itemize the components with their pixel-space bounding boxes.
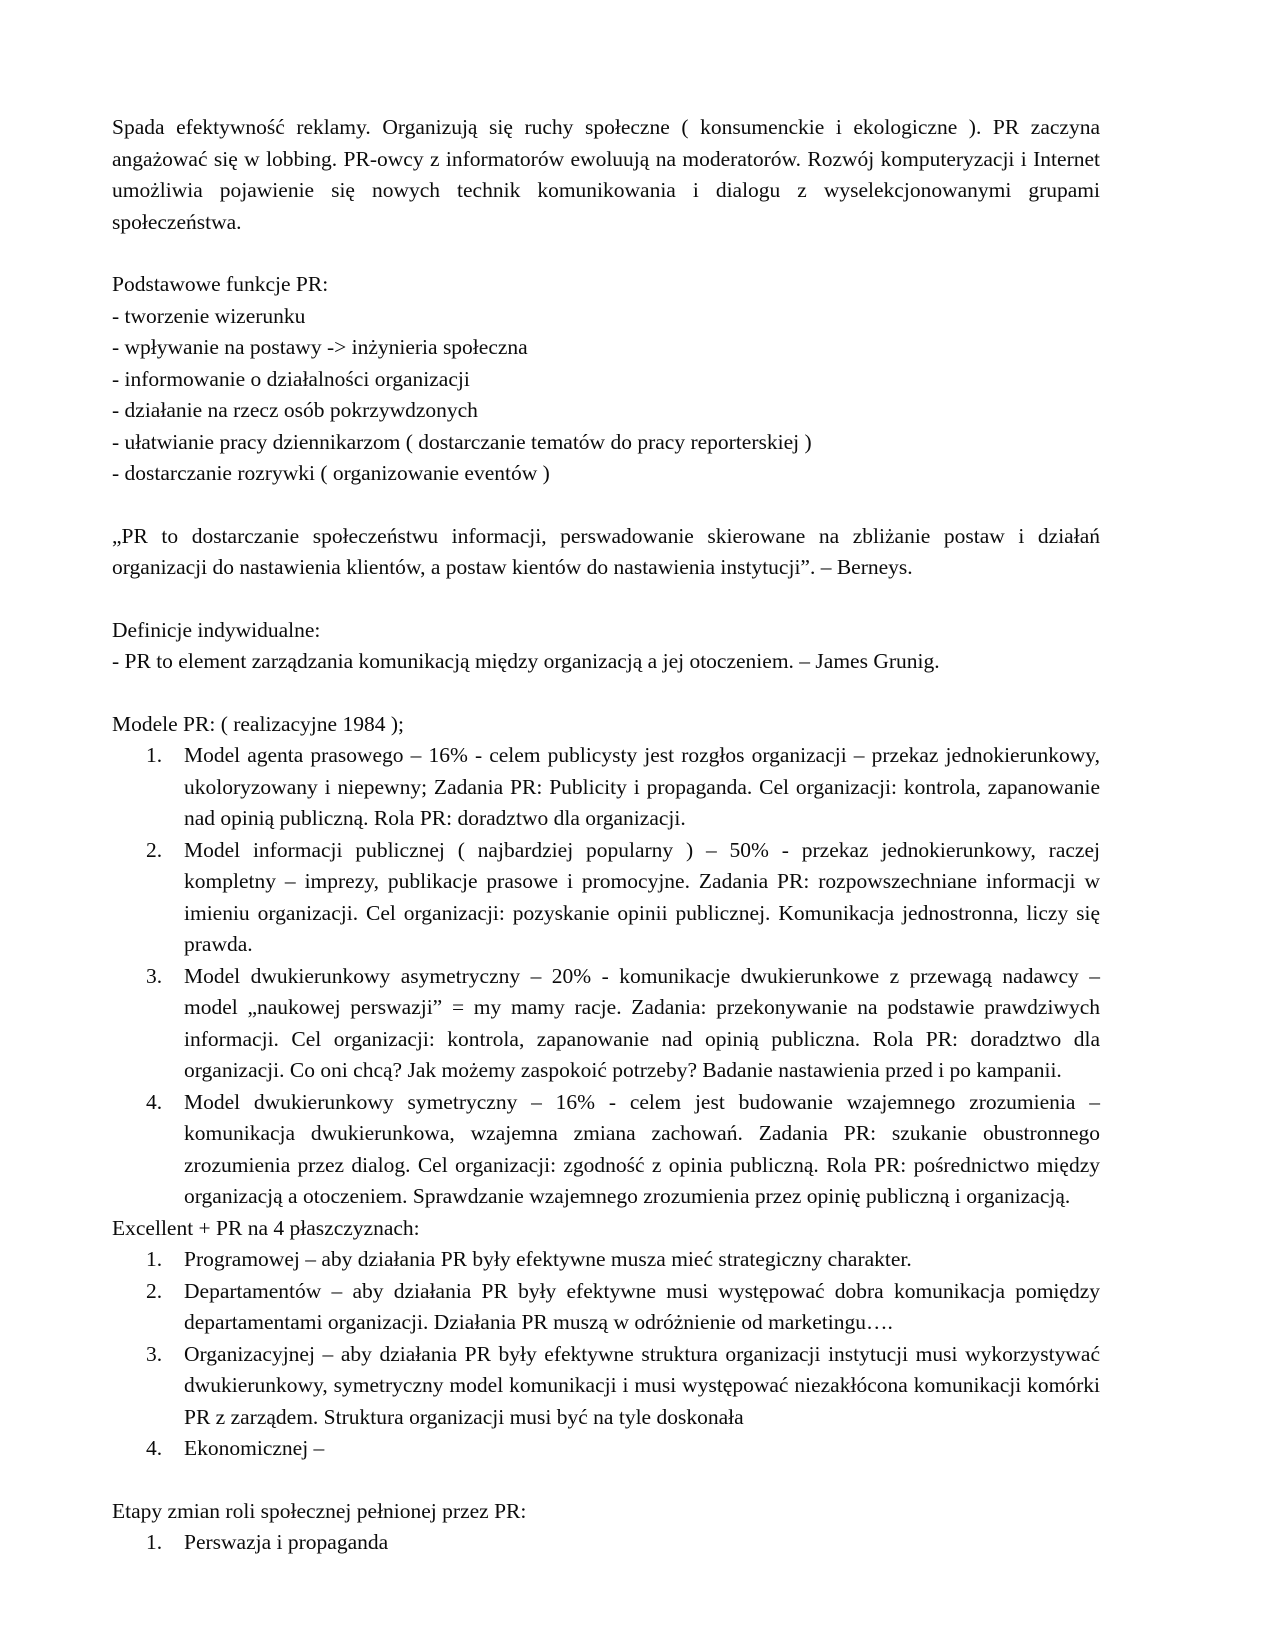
spacer <box>112 584 1100 615</box>
stages-list <box>112 1527 1100 1559</box>
spacer <box>112 238 1100 269</box>
functions-list <box>112 301 1100 490</box>
list-item: Programowej – aby działania PR były efektywne musza mieć strategiczny charakter. <box>184 1247 912 1271</box>
list-item: - ułatwianie pracy dziennikarzom ( dostarczanie tematów do pracy reporterskiej ) <box>112 429 812 454</box>
intro-paragraph: Spada efektywność reklamy. Organizują się ruchy społeczne ( konsumenckie i ekologiczne ). PR zaczyna angażować się w lobbing. PR-owcy z informatorów ewoluują na moderatorów. Rozwój komputeryzacji i Internet umożliwia pojawienie się nowych technik komunikowania i dialogu z wyselekcjonowanymi grupami społeczeństwa. <box>112 115 1100 234</box>
list-item: Perswazja i propaganda <box>184 1530 389 1554</box>
list-item: Organizacyjnej – aby działania PR były efektywne struktura organizacji instytucji musi wykorzystywać dwukierunkowy, symetryczny model komunikacji i musi występować niezakłócona komunikacji komórki PR z zarządem. Struktura organizacji musi być na tyle doskonała <box>184 1341 1100 1429</box>
stages-heading: Etapy zmian roli społecznej pełnionej przez PR: <box>112 1498 527 1523</box>
excellent-list <box>112 1244 1100 1465</box>
list-item: Departamentów – aby działania PR były efektywne musi występować dobra komunikacja pomiędzy departamentami organizacji. Działania PR muszą w odróżnienie od marketingu…. <box>184 1278 1100 1334</box>
spacer <box>112 678 1100 709</box>
list-item: - dostarczanie rozrywki ( organizowanie eventów ) <box>112 461 550 485</box>
functions-heading: Podstawowe funkcje PR: <box>112 272 329 296</box>
list-item: - wpływanie na postawy -> inżynieria społeczna <box>112 335 528 359</box>
document-body <box>112 112 1100 1559</box>
list-item: Model dwukierunkowy symetryczny – 16% - celem jest budowanie wzajemnego zrozumienia – komunikacja dwukierunkowa, wzajemna zmiana zachowań. Zadania PR: szukanie obustronnego zrozumienia przez dialog. Cel organizacji: zgodność z opinia publiczną. Rola PR: pośrednictwo między organizacją a otoczeniem. Sprawdzanie wzajemnego zrozumienia przez opinię publiczną i organizacją. <box>184 1089 1100 1208</box>
models-heading: Modele PR: ( realizacyjne 1984 ); <box>112 711 404 736</box>
list-item: - tworzenie wizerunku <box>112 303 306 328</box>
individual-definitions-list <box>112 646 1100 678</box>
list-item: Model informacji publicznej ( najbardziej popularny ) – 50% - przekaz jednokierunkowy, raczej kompletny – imprezy, publikacje prasowe i promocyjne. Zadania PR: rozpowszechniane informacji w imieniu organizacji. Cel organizacji: pozyskanie opinii publicznej. Komunikacja jednostronna, liczy się prawda. <box>184 837 1100 956</box>
berneys-quote: „PR to dostarczanie społeczeństwu informacji, perswadowanie skierowane na zbliżanie postaw i działań organizacji do nastawienia klientów, a postaw kientów do nastawienia instytucji”. – Berneys. <box>112 523 1100 579</box>
list-item: - PR to element zarządzania komunikacją między organizacją a jej otoczeniem. – James Grunig. <box>112 649 940 673</box>
list-item: Ekonomicznej – <box>184 1436 325 1460</box>
excellent-heading: Excellent + PR na 4 płaszczyznach: <box>112 1215 420 1240</box>
spacer <box>112 1465 1100 1496</box>
individual-definitions-heading: Definicje indywidualne: <box>112 617 321 642</box>
models-list <box>112 740 1100 1213</box>
list-item: - informowanie o działalności organizacji <box>112 366 470 391</box>
list-item: Model dwukierunkowy asymetryczny – 20% - komunikacje dwukierunkowe z przewagą nadawcy – model „naukowej perswazji” = my mamy racje. Zadania: przekonywanie na podstawie prawdziwych informacji. Cel organizacji: kontrola, zapanowanie nad opinią publiczna. Rola PR: doradztwo dla organizacji. Co oni chcą? Jak możemy zaspokoić potrzeby? Badanie nastawienia przed i po kampanii. <box>184 963 1100 1082</box>
spacer <box>112 490 1100 521</box>
list-item: Model agenta prasowego – 16% - celem publicysty jest rozgłos organizacji – przekaz jednokierunkowy, ukoloryzowany i niepewny; Zadania PR: Publicity i propaganda. Cel organizacji: kontrola, zapanowanie nad opinią publiczną. Rola PR: doradztwo dla organizacji. <box>184 743 1100 830</box>
list-item: - działanie na rzecz osób pokrzywdzonych <box>112 398 478 422</box>
